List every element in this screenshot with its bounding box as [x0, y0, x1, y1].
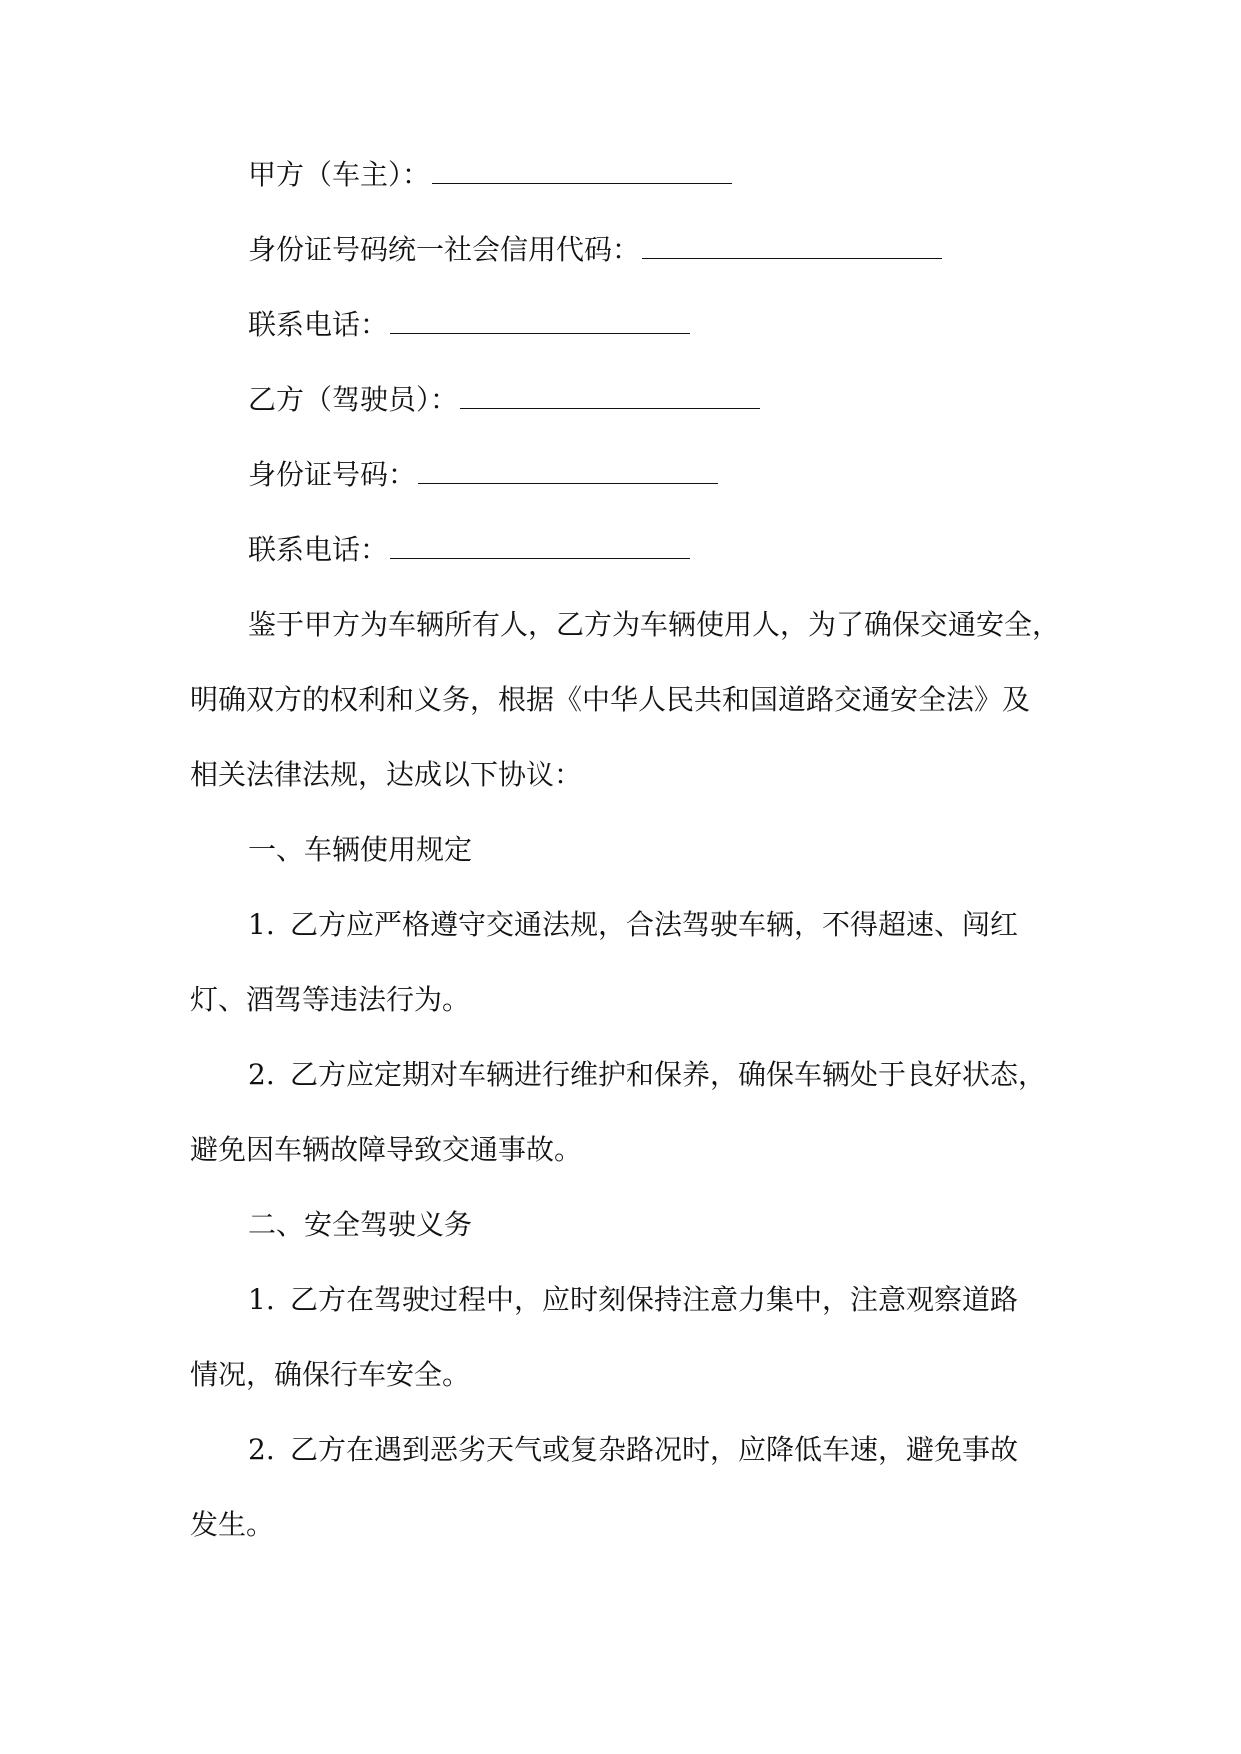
section-2-item-1-line-1: [248, 1280, 1018, 1320]
preamble-line-2: 明确双方的权利和义务，根据《中华人民共和国道路交通安全法》及: [190, 683, 1031, 716]
phone-a-field: [248, 305, 690, 345]
party-a-field: [248, 155, 732, 195]
phone-a-label: 联系电话：: [248, 308, 389, 341]
section-2-item-2-line-1: [248, 1430, 1018, 1470]
preamble-line-1: 鉴于甲方为车辆所有人，乙方为车辆使用人，为了确保交通安全，: [248, 608, 1061, 641]
section-1-item-1-text: 乙方应严格遵守交通法规，合法驾驶车辆，不得超速、闯红: [290, 908, 1019, 941]
section-2-item-1-number: 1.: [248, 1283, 275, 1316]
party-b-label: 乙方（驾驶员）：: [248, 383, 459, 416]
section-2-item-2-text: 乙方在遇到恶劣天气或复杂路况时，应降低车速，避免事故: [290, 1433, 1019, 1466]
section-1-item-2-line-2: 避免因车辆故障导致交通事故。: [190, 1133, 583, 1166]
preamble-line-3: 相关法律法规，达成以下协议：: [190, 758, 583, 791]
party-b-field: [248, 380, 760, 420]
phone-b-label: 联系电话：: [248, 533, 389, 566]
id-number-a-label: 身份证号码统一社会信用代码：: [248, 233, 641, 266]
section-2-item-2-number: 2.: [248, 1433, 275, 1466]
party-b-blank: [460, 382, 760, 409]
section-2-item-1-line-2: 情况，确保行车安全。: [190, 1358, 471, 1391]
id-number-a-field: [248, 230, 942, 270]
section-2-item-1-text: 乙方在驾驶过程中，应时刻保持注意力集中，注意观察道路: [290, 1283, 1019, 1316]
party-a-blank: [432, 157, 732, 184]
section-1-item-2-text: 乙方应定期对车辆进行维护和保养，确保车辆处于良好状态，: [290, 1058, 1047, 1091]
phone-b-blank: [390, 532, 690, 559]
section-1-item-2-line-1: [248, 1055, 1046, 1095]
section-1-item-1-line-2: 灯、酒驾等违法行为。: [190, 983, 471, 1016]
id-number-b-label: 身份证号码：: [248, 458, 417, 491]
phone-a-blank: [390, 307, 690, 334]
party-a-label: 甲方（车主）：: [248, 158, 431, 191]
id-number-a-blank: [642, 232, 942, 259]
id-number-b-blank: [418, 457, 718, 484]
section-1-heading: 一、车辆使用规定: [248, 833, 473, 866]
section-1-item-1-line-1: [248, 905, 1018, 945]
id-number-b-field: [248, 455, 718, 495]
section-1-item-2-number: 2.: [248, 1058, 275, 1091]
section-1-item-1-number: 1.: [248, 908, 275, 941]
phone-b-field: [248, 530, 690, 570]
section-2-heading: 二、安全驾驶义务: [248, 1208, 473, 1241]
section-2-item-2-line-2: 发生。: [190, 1508, 275, 1541]
